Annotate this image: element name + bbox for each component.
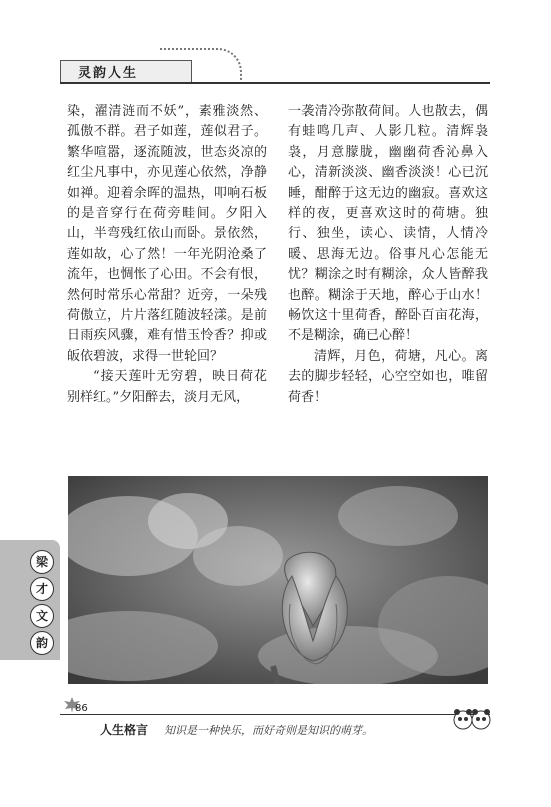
side-char-4: 韵 <box>30 631 54 655</box>
right-paragraph-2: 清辉，月色，荷塘，凡心。离去的脚步轻轻，心空空如也，唯留荷香！ <box>288 348 488 405</box>
footer-label: 人生格言 <box>100 723 149 737</box>
right-paragraph-1: 一袭清冷弥散荷间。人也散去，偶有蛙鸣几声、人影几粒。清辉袅袅，月意朦胧，幽幽荷香沁鼻入心，清新淡淡、幽香淡淡！心已沉睡，酣醉于这无边的幽寂。喜欢这样的夜，更喜欢这时的荷塘。独行、独坐，读心、读情，人情冷暖、思海无边。俗事凡心怎能无忧？糊涂之时有糊涂，众人皆醉我也醉。糊涂于天地，醉心于山水！畅饮这十里荷香，醉卧百亩花海，不是糊涂，确已心醉！ <box>288 104 488 344</box>
lotus-photo <box>68 476 488 684</box>
left-column <box>67 102 267 408</box>
footer-quote: 知识是一种快乐，而好奇则是知识的萌芽。 <box>164 724 373 737</box>
side-tab <box>0 540 60 660</box>
page-number: 86 <box>75 703 88 714</box>
side-tab-characters <box>30 550 52 650</box>
left-paragraph-2: “接天莲叶无穷碧，映日荷花别样红。”夕阳醉去，淡月无风， <box>67 369 267 405</box>
header-rule <box>60 82 490 84</box>
footer-rule <box>60 714 490 715</box>
side-char-2: 才 <box>30 577 54 601</box>
panda-icon <box>452 706 492 734</box>
side-char-1: 梁 <box>30 550 54 574</box>
lotus-illustration <box>68 476 488 684</box>
side-char-3: 文 <box>30 604 54 628</box>
right-column <box>288 102 488 408</box>
left-paragraph-1: 染，濯清涟而不妖”，素雅淡然、孤傲不群。君子如莲，莲似君子。繁华喧嚣，逐流随波，世态炎凉的红尘凡事中，亦见莲心依然，净静如禅。迎着余晖的温热，叩响石板的是音穿行在荷旁畦间。夕阳入山，半弯残红依山而卧。景依然，莲如故，心了然！一年光阴沧桑了流年，也惆怅了心田。不会有恨，然何时常乐心常甜？近旁，一朵残荷傲立，片片落红随波轻漾。是前日雨疾风骤，难有惜玉怜香？抑或皈依碧波，求得一世轮回？ <box>67 104 267 364</box>
section-title: 灵韵人生 <box>78 66 139 81</box>
